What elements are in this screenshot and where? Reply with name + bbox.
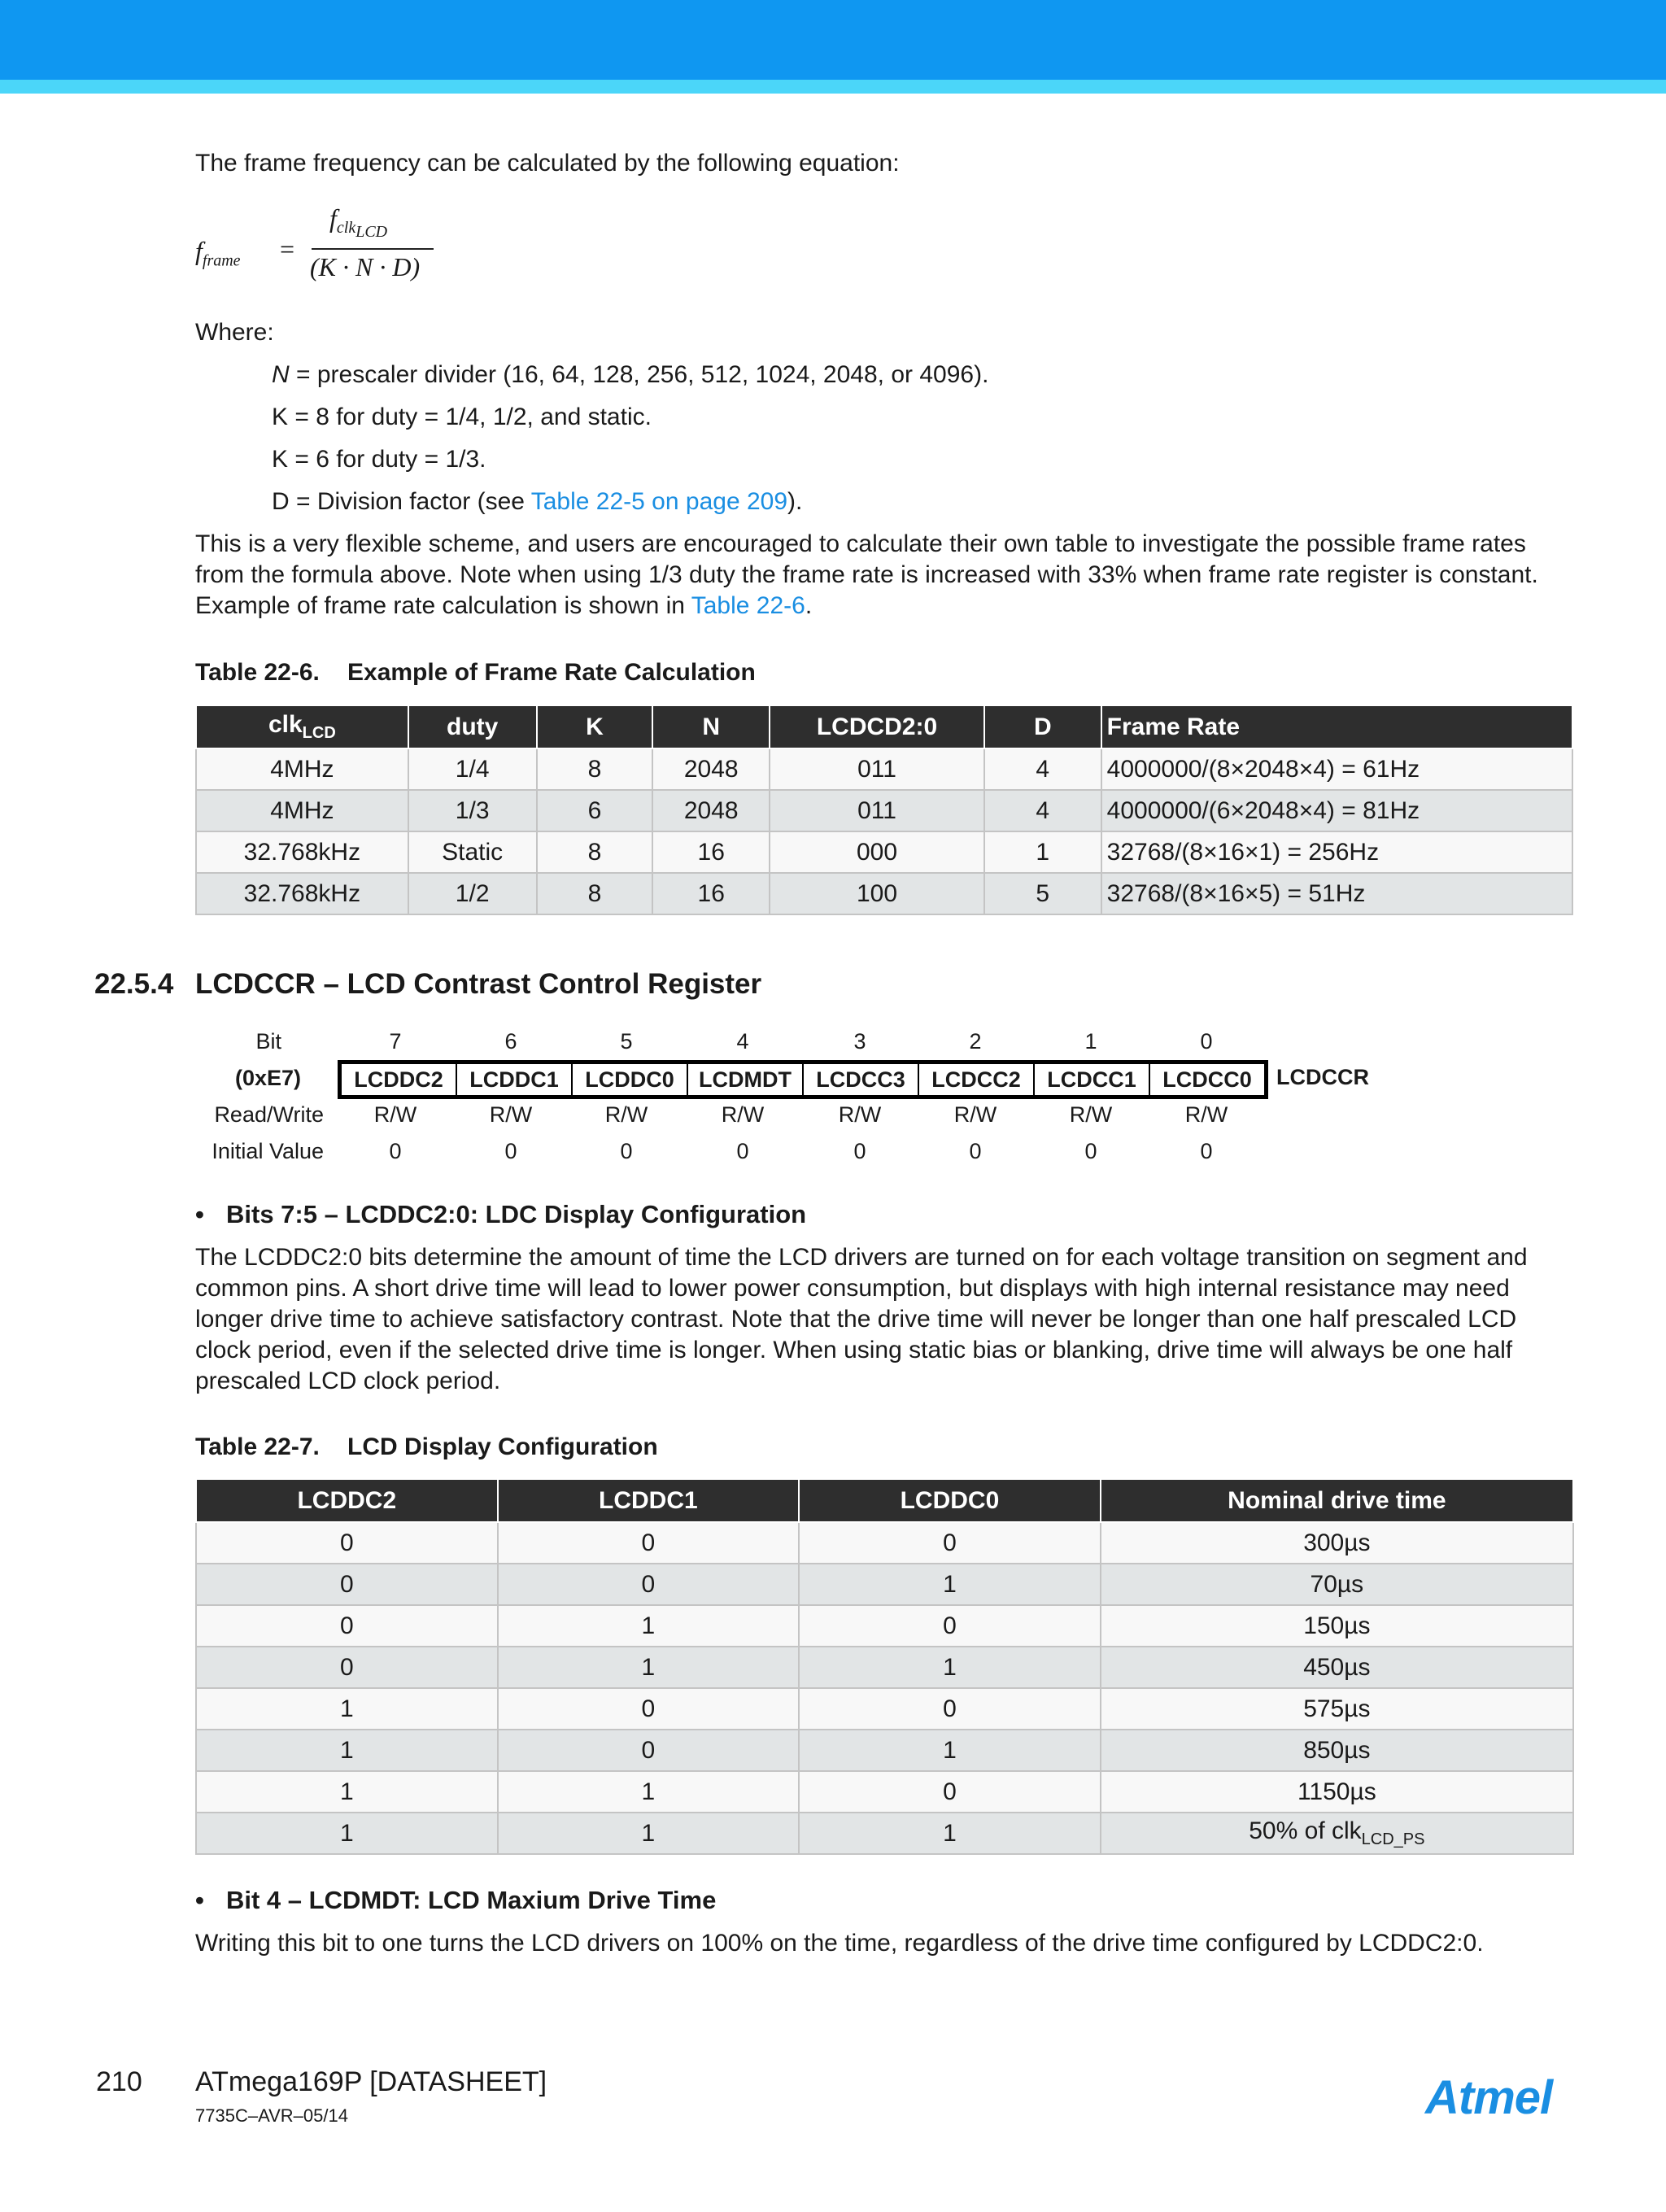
- init-value: 0: [1200, 1139, 1213, 1163]
- table-22-6-caption-title: Example of Frame Rate Calculation: [347, 659, 756, 686]
- table-cell: 1: [799, 1647, 1101, 1688]
- document-title: ATmega169P [DATASHEET]: [195, 2066, 547, 2097]
- register-name: LCDCCR: [1276, 1065, 1369, 1089]
- definition-n: [272, 360, 988, 390]
- register-field-lcdcc0: LCDCC0: [1162, 1067, 1252, 1092]
- table-cell: 1: [196, 1730, 498, 1771]
- table-cell: 1: [498, 1605, 800, 1647]
- equation-lhs-f: f: [195, 236, 203, 265]
- table-cell: 0: [799, 1522, 1101, 1564]
- table-cell: 0: [196, 1522, 498, 1564]
- table-cell: 1: [498, 1771, 800, 1813]
- display-config-table: [195, 1478, 1574, 1855]
- table-row: [196, 1605, 1573, 1647]
- header-band: [0, 0, 1666, 80]
- definition-n-text: = prescaler divider (16, 64, 128, 256, 512, 1024, 2048, or 4096).: [289, 361, 989, 388]
- col-header-duty: duty: [408, 705, 537, 748]
- init-value: 0: [853, 1139, 866, 1163]
- rw-value: R/W: [953, 1102, 997, 1127]
- table-cell: 0: [498, 1564, 800, 1605]
- register-field-lcddc2: LCDDC2: [342, 1064, 457, 1095]
- table-cell: 150µs: [1101, 1605, 1573, 1647]
- flex-para-line3-pre: Example of frame rate calculation is shown in: [195, 592, 691, 619]
- where-label: Where:: [195, 319, 274, 346]
- init-value: 0: [736, 1139, 749, 1163]
- init-value: 0: [1084, 1139, 1097, 1163]
- table-cell: 1/4: [408, 748, 537, 790]
- register-init-label: Initial Value: [212, 1139, 324, 1163]
- col-header-d: D: [984, 705, 1101, 748]
- bits75-heading-text: Bits 7:5 – LCDDC2:0: LDC Display Configuration: [226, 1200, 807, 1228]
- definition-k2: K = 6 for duty = 1/3.: [272, 446, 486, 473]
- table-row: [196, 1730, 1573, 1771]
- bit-number: 3: [853, 1029, 866, 1054]
- table-cell: 32.768kHz: [196, 873, 408, 914]
- table-cell: 8: [537, 873, 653, 914]
- definition-k1: K = 8 for duty = 1/4, 1/2, and static.: [272, 404, 652, 430]
- table-row: [196, 1564, 1573, 1605]
- table-cell: 575µs: [1101, 1688, 1573, 1730]
- register-rw-label: Read/Write: [214, 1102, 324, 1127]
- col-header-n: N: [652, 705, 770, 748]
- register-field-lcdmdt: LCDMDT: [688, 1064, 804, 1095]
- page-number: 210: [96, 2066, 142, 2097]
- register-field-lcdcc2: LCDCC2: [919, 1064, 1035, 1095]
- table-cell: 4MHz: [196, 790, 408, 831]
- table-cell: 1/2: [408, 873, 537, 914]
- header-accent-line: [0, 80, 1666, 94]
- definition-d-pre: D = Division factor (see: [272, 488, 531, 515]
- bits75-line: The LCDDC2:0 bits determine the amount of time the LCD drivers are turned on for each voltage transition on segment and: [195, 1244, 1528, 1271]
- section-heading: [94, 968, 761, 1001]
- table-cell: 0: [799, 1688, 1101, 1730]
- table-header-row: [196, 1479, 1573, 1522]
- rw-value: R/W: [489, 1102, 533, 1127]
- table-cell: 0: [799, 1771, 1101, 1813]
- col-header-lcddc1: LCDDC1: [498, 1479, 800, 1522]
- table-cell: 000: [770, 831, 984, 873]
- table-cell: 0: [799, 1605, 1101, 1647]
- table-22-7-caption-title: LCD Display Configuration: [347, 1433, 658, 1460]
- register-fields-box: [338, 1060, 1268, 1099]
- bit-number: 5: [620, 1029, 633, 1054]
- bits75-line: clock period, even if the selected drive time is longer. When using static bias or blanking, drive time will always be one half: [195, 1337, 1513, 1363]
- document-code: 7735C–AVR–05/14: [195, 2105, 348, 2126]
- rw-value: R/W: [721, 1102, 765, 1127]
- table-cell: 16: [652, 831, 770, 873]
- rw-value: R/W: [838, 1102, 882, 1127]
- bit-number: 6: [504, 1029, 517, 1054]
- bits75-line: prescaled LCD clock period.: [195, 1368, 501, 1394]
- table-cell: 32768/(8×16×5) = 51Hz: [1101, 873, 1572, 914]
- table-22-6-link[interactable]: Table 22-6: [691, 592, 805, 619]
- bits75-heading: [195, 1200, 806, 1229]
- intro-text: The frame frequency can be calculated by the following equation:: [195, 150, 900, 177]
- table-cell: 0: [196, 1564, 498, 1605]
- table-cell: Static: [408, 831, 537, 873]
- definition-n-symbol: N: [272, 361, 290, 388]
- table-cell: 1150µs: [1101, 1771, 1573, 1813]
- col-header-lcddc0: LCDDC0: [799, 1479, 1101, 1522]
- table-row: [196, 748, 1572, 790]
- table-cell: 16: [652, 873, 770, 914]
- bits75-line: longer drive time to achieve satisfactory contrast. Note that the drive time will never be longer than one half prescaled LCD: [195, 1306, 1517, 1333]
- definition-d: [272, 486, 802, 517]
- table-cell: 32768/(8×16×1) = 256Hz: [1101, 831, 1572, 873]
- definition-d-post: ).: [787, 488, 803, 515]
- bit-number: 4: [736, 1029, 749, 1054]
- init-value: 0: [389, 1139, 402, 1163]
- equation-num-sub1: clk: [336, 219, 356, 238]
- table-cell: 70µs: [1101, 1564, 1573, 1605]
- rw-value: R/W: [604, 1102, 648, 1127]
- table-cell: 0: [498, 1730, 800, 1771]
- equation-numerator: [329, 203, 387, 242]
- table-cell: 1: [799, 1813, 1101, 1854]
- bit-number: 7: [389, 1029, 402, 1054]
- table-cell: 1: [196, 1688, 498, 1730]
- table-cell: 1: [984, 831, 1101, 873]
- table-cell: 011: [770, 748, 984, 790]
- table-cell: 1: [799, 1730, 1101, 1771]
- table-cell: 1: [498, 1813, 800, 1854]
- equation-num-sub2: LCD: [355, 223, 388, 242]
- flex-para-line1: This is a very flexible scheme, and users are encouraged to calculate their own table to investigate the possible frame rates: [195, 530, 1526, 557]
- flex-para-line3-post: .: [805, 592, 813, 619]
- table-cell: 4MHz: [196, 748, 408, 790]
- frame-rate-table: [195, 705, 1573, 915]
- table-header-row: [196, 705, 1572, 748]
- clk-label: clk: [268, 711, 303, 738]
- table-row: [196, 1688, 1573, 1730]
- table-row: [196, 831, 1572, 873]
- table-cell: 32.768kHz: [196, 831, 408, 873]
- table-cell: 0: [498, 1688, 800, 1730]
- table-22-6-caption: [195, 659, 756, 687]
- drive-time-sub: LCD_PS: [1361, 1830, 1425, 1848]
- atmel-logo: Atmel: [1425, 2071, 1553, 2124]
- register-field-lcddc0: LCDDC0: [573, 1064, 688, 1095]
- table-cell: 1: [799, 1564, 1101, 1605]
- register-field-lcddc1: LCDDC1: [457, 1064, 573, 1095]
- bit-number: 0: [1200, 1029, 1213, 1054]
- table-cell: 011: [770, 790, 984, 831]
- table-cell: 1: [196, 1771, 498, 1813]
- equation-num-f: f: [329, 203, 337, 233]
- col-header-k: K: [537, 705, 653, 748]
- table-cell: 8: [537, 831, 653, 873]
- table-cell: 450µs: [1101, 1647, 1573, 1688]
- table-cell: 100: [770, 873, 984, 914]
- bit-number: 1: [1084, 1029, 1097, 1054]
- rw-value: R/W: [373, 1102, 417, 1127]
- table-cell: 1: [498, 1647, 800, 1688]
- init-value: 0: [969, 1139, 982, 1163]
- table-cell: 8: [537, 748, 653, 790]
- table-cell: [1101, 1813, 1573, 1854]
- table-row: [196, 1813, 1573, 1854]
- table-row: [196, 1771, 1573, 1813]
- equation-lhs-sub: frame: [202, 251, 241, 270]
- table-cell: 4000000/(6×2048×4) = 81Hz: [1101, 790, 1572, 831]
- flex-para-line2: from the formula above. Note when using 1/3 duty the frame rate is increased with 33% when frame rate register is constant.: [195, 561, 1538, 588]
- table-cell: 5: [984, 873, 1101, 914]
- col-header-drive-time: Nominal drive time: [1101, 1479, 1573, 1522]
- bit4-heading-text: Bit 4 – LCDMDT: LCD Maxium Drive Time: [226, 1886, 717, 1914]
- init-value: 0: [504, 1139, 517, 1163]
- table-row: [196, 873, 1572, 914]
- table-cell: 1: [196, 1813, 498, 1854]
- col-header-frame-rate: Frame Rate: [1101, 705, 1572, 748]
- table-cell: 300µs: [1101, 1522, 1573, 1564]
- table-cell: 4000000/(8×2048×4) = 61Hz: [1101, 748, 1572, 790]
- register-address: (0xE7): [234, 1066, 301, 1090]
- equation-denominator: (K · N · D): [310, 252, 421, 281]
- section-number: 22.5.4: [94, 968, 174, 1000]
- table-cell: 4: [984, 790, 1101, 831]
- table-row: [196, 1522, 1573, 1564]
- table-cell: 2048: [652, 790, 770, 831]
- equation-lhs: [195, 236, 241, 270]
- table-22-5-link[interactable]: Table 22-5 on page 209: [530, 488, 788, 515]
- rw-value: R/W: [1069, 1102, 1113, 1127]
- bit4-text: Writing this bit to one turns the LCD drivers on 100% on the time, regardless of the drive time configured by LCDDC2:0.: [195, 1930, 1484, 1957]
- table-row: [196, 1647, 1573, 1688]
- bullet-point: •: [195, 1200, 204, 1228]
- table-row: [196, 790, 1572, 831]
- bullet-point: •: [195, 1886, 204, 1914]
- drive-time-main: 50% of clk: [1249, 1817, 1362, 1844]
- equation-equals: =: [280, 234, 295, 264]
- table-cell: 0: [196, 1647, 498, 1688]
- table-22-7-caption-number: Table 22-7.: [195, 1433, 320, 1460]
- register-field-lcdcc1: LCDCC1: [1035, 1064, 1150, 1095]
- table-cell: 0: [196, 1605, 498, 1647]
- table-22-6-caption-number: Table 22-6.: [195, 659, 320, 686]
- col-header-lcddc2: LCDDC2: [196, 1479, 498, 1522]
- table-cell: 4: [984, 748, 1101, 790]
- init-value: 0: [620, 1139, 633, 1163]
- register-field-lcdcc3: LCDCC3: [804, 1064, 919, 1095]
- table-cell: 850µs: [1101, 1730, 1573, 1771]
- rw-value: R/W: [1184, 1102, 1228, 1127]
- clk-sub-label: LCD: [302, 724, 336, 742]
- col-header-clk: [196, 705, 408, 748]
- flex-para-line3: [195, 591, 812, 622]
- bits75-line: common pins. A short drive time will lead to lower power consumption, but displays with high internal resistance may need: [195, 1275, 1510, 1302]
- table-cell: 6: [537, 790, 653, 831]
- table-cell: 2048: [652, 748, 770, 790]
- table-cell: 1/3: [408, 790, 537, 831]
- col-header-lcdcd: LCDCD2:0: [770, 705, 984, 748]
- table-22-7-caption: [195, 1433, 658, 1461]
- register-bit-label: Bit: [255, 1029, 281, 1054]
- bit-number: 2: [969, 1029, 982, 1054]
- bit4-heading: [195, 1886, 716, 1915]
- section-title: LCDCCR – LCD Contrast Control Register: [195, 968, 762, 1000]
- table-cell: 0: [498, 1522, 800, 1564]
- equation-fraction-bar: [312, 248, 434, 250]
